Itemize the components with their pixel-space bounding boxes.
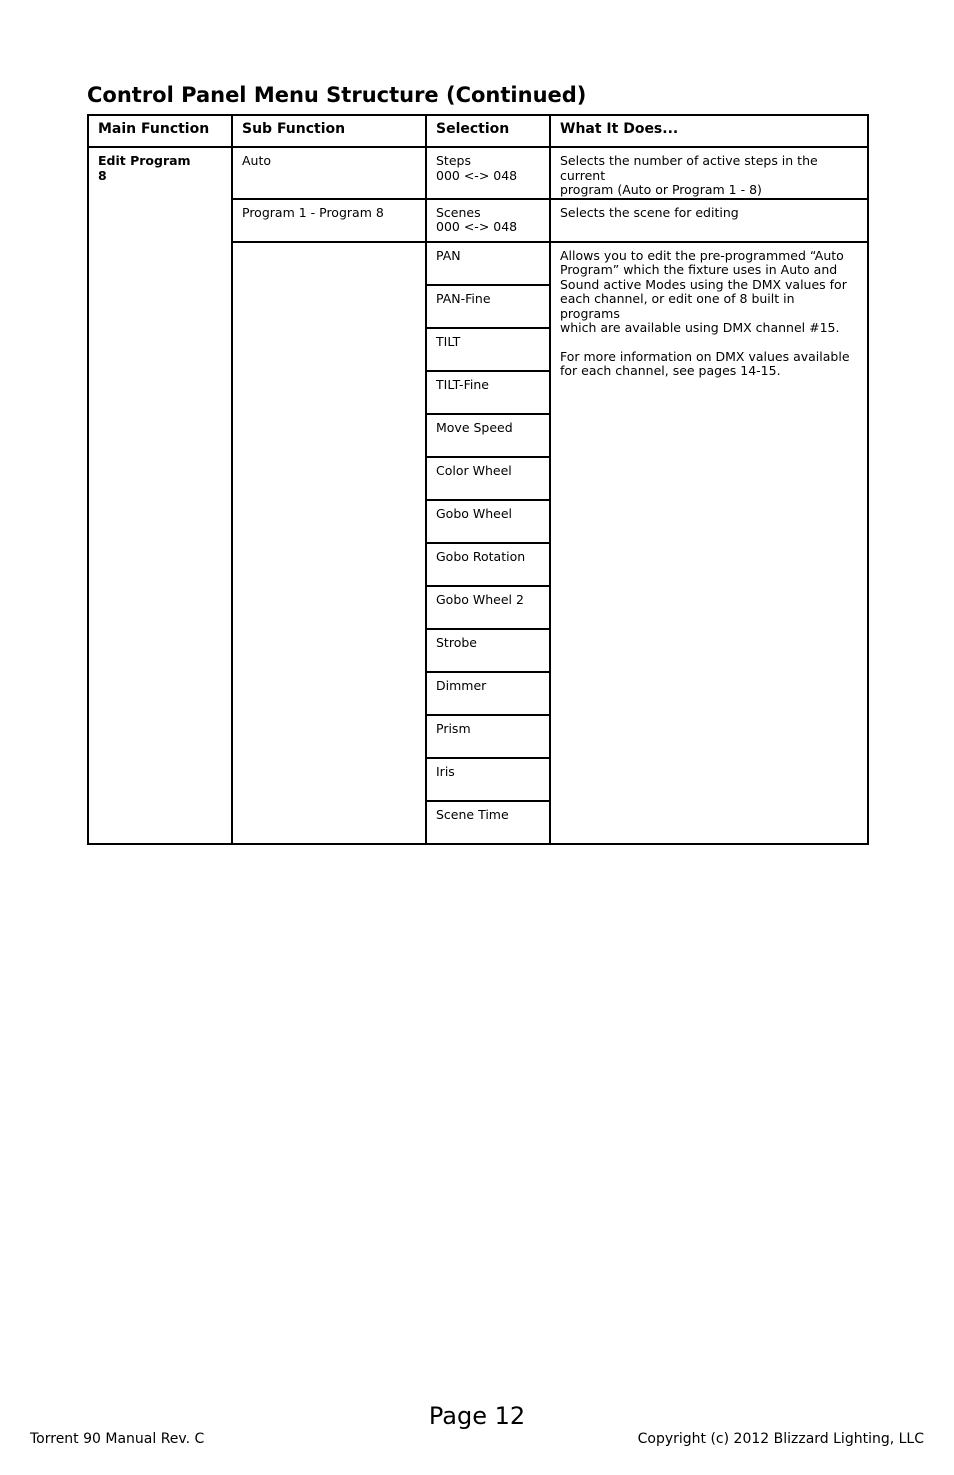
sub-function-cell: Program 1 - Program 8: [232, 199, 426, 242]
description-line: for each channel, see pages 14-15.: [560, 363, 781, 378]
channel-cell: Dimmer: [426, 672, 550, 715]
selection-cell: [426, 147, 550, 199]
main-function-line: 8: [98, 167, 107, 183]
table-row: [88, 147, 868, 199]
description-line: Selects the number of active steps in the current: [560, 153, 818, 183]
channel-cell: Color Wheel: [426, 457, 550, 500]
header-main-function: Main Function: [88, 115, 232, 147]
channel-cell: Gobo Wheel 2: [426, 586, 550, 629]
channel-cell: PAN-Fine: [426, 285, 550, 328]
footer-copyright: Copyright (c) 2012 Blizzard Lighting, LLC: [637, 1431, 924, 1447]
channel-cell: Prism: [426, 715, 550, 758]
menu-structure-table: [87, 114, 869, 845]
description-line: Sound active Modes using the DMX values for: [560, 276, 847, 292]
selection-line: 000 <-> 048: [436, 219, 518, 234]
table-header-row: [88, 115, 868, 147]
description-cell: [550, 147, 868, 199]
channel-cell: TILT: [426, 328, 550, 371]
main-function-line: Edit Program: [98, 153, 191, 168]
page-title: Control Panel Menu Structure (Continued): [87, 83, 587, 107]
header-what-it-does: What It Does...: [550, 115, 868, 147]
main-function-cell: [88, 147, 232, 844]
description-line: For more information on DMX values available: [560, 348, 850, 364]
channel-cell: PAN: [426, 242, 550, 285]
description-line: Selects the scene for editing: [560, 204, 739, 220]
sub-function-empty-cell: [232, 242, 426, 844]
paragraph-gap: [560, 336, 858, 350]
description-line: program (Auto or Program 1 - 8): [560, 182, 762, 197]
channel-cell: Scene Time: [426, 801, 550, 844]
selection-line: 000 <-> 048: [436, 167, 518, 183]
channel-cell: TILT-Fine: [426, 371, 550, 414]
channel-cell: Strobe: [426, 629, 550, 672]
channel-cell: Gobo Rotation: [426, 543, 550, 586]
channel-cell: Move Speed: [426, 414, 550, 457]
page-number: Page 12: [428, 1402, 526, 1430]
description-cell: [550, 199, 868, 242]
header-sub-function: Sub Function: [232, 115, 426, 147]
description-line: each channel, or edit one of 8 built in programs: [560, 291, 795, 321]
selection-line: Steps: [436, 153, 471, 168]
selection-line: Scenes: [436, 204, 481, 220]
selection-cell: [426, 199, 550, 242]
sub-function-cell: Auto: [232, 147, 426, 199]
description-line: Program” which the fixture uses in Auto and: [560, 262, 838, 277]
footer-manual-title: Torrent 90 Manual Rev. C: [30, 1431, 205, 1447]
channel-description-cell: [550, 242, 868, 844]
description-line: which are available using DMX channel #15.: [560, 320, 840, 335]
header-selection: Selection: [426, 115, 550, 147]
channel-cell: Gobo Wheel: [426, 500, 550, 543]
description-line: Allows you to edit the pre-programmed “Auto: [560, 247, 844, 263]
channel-cell: Iris: [426, 758, 550, 801]
